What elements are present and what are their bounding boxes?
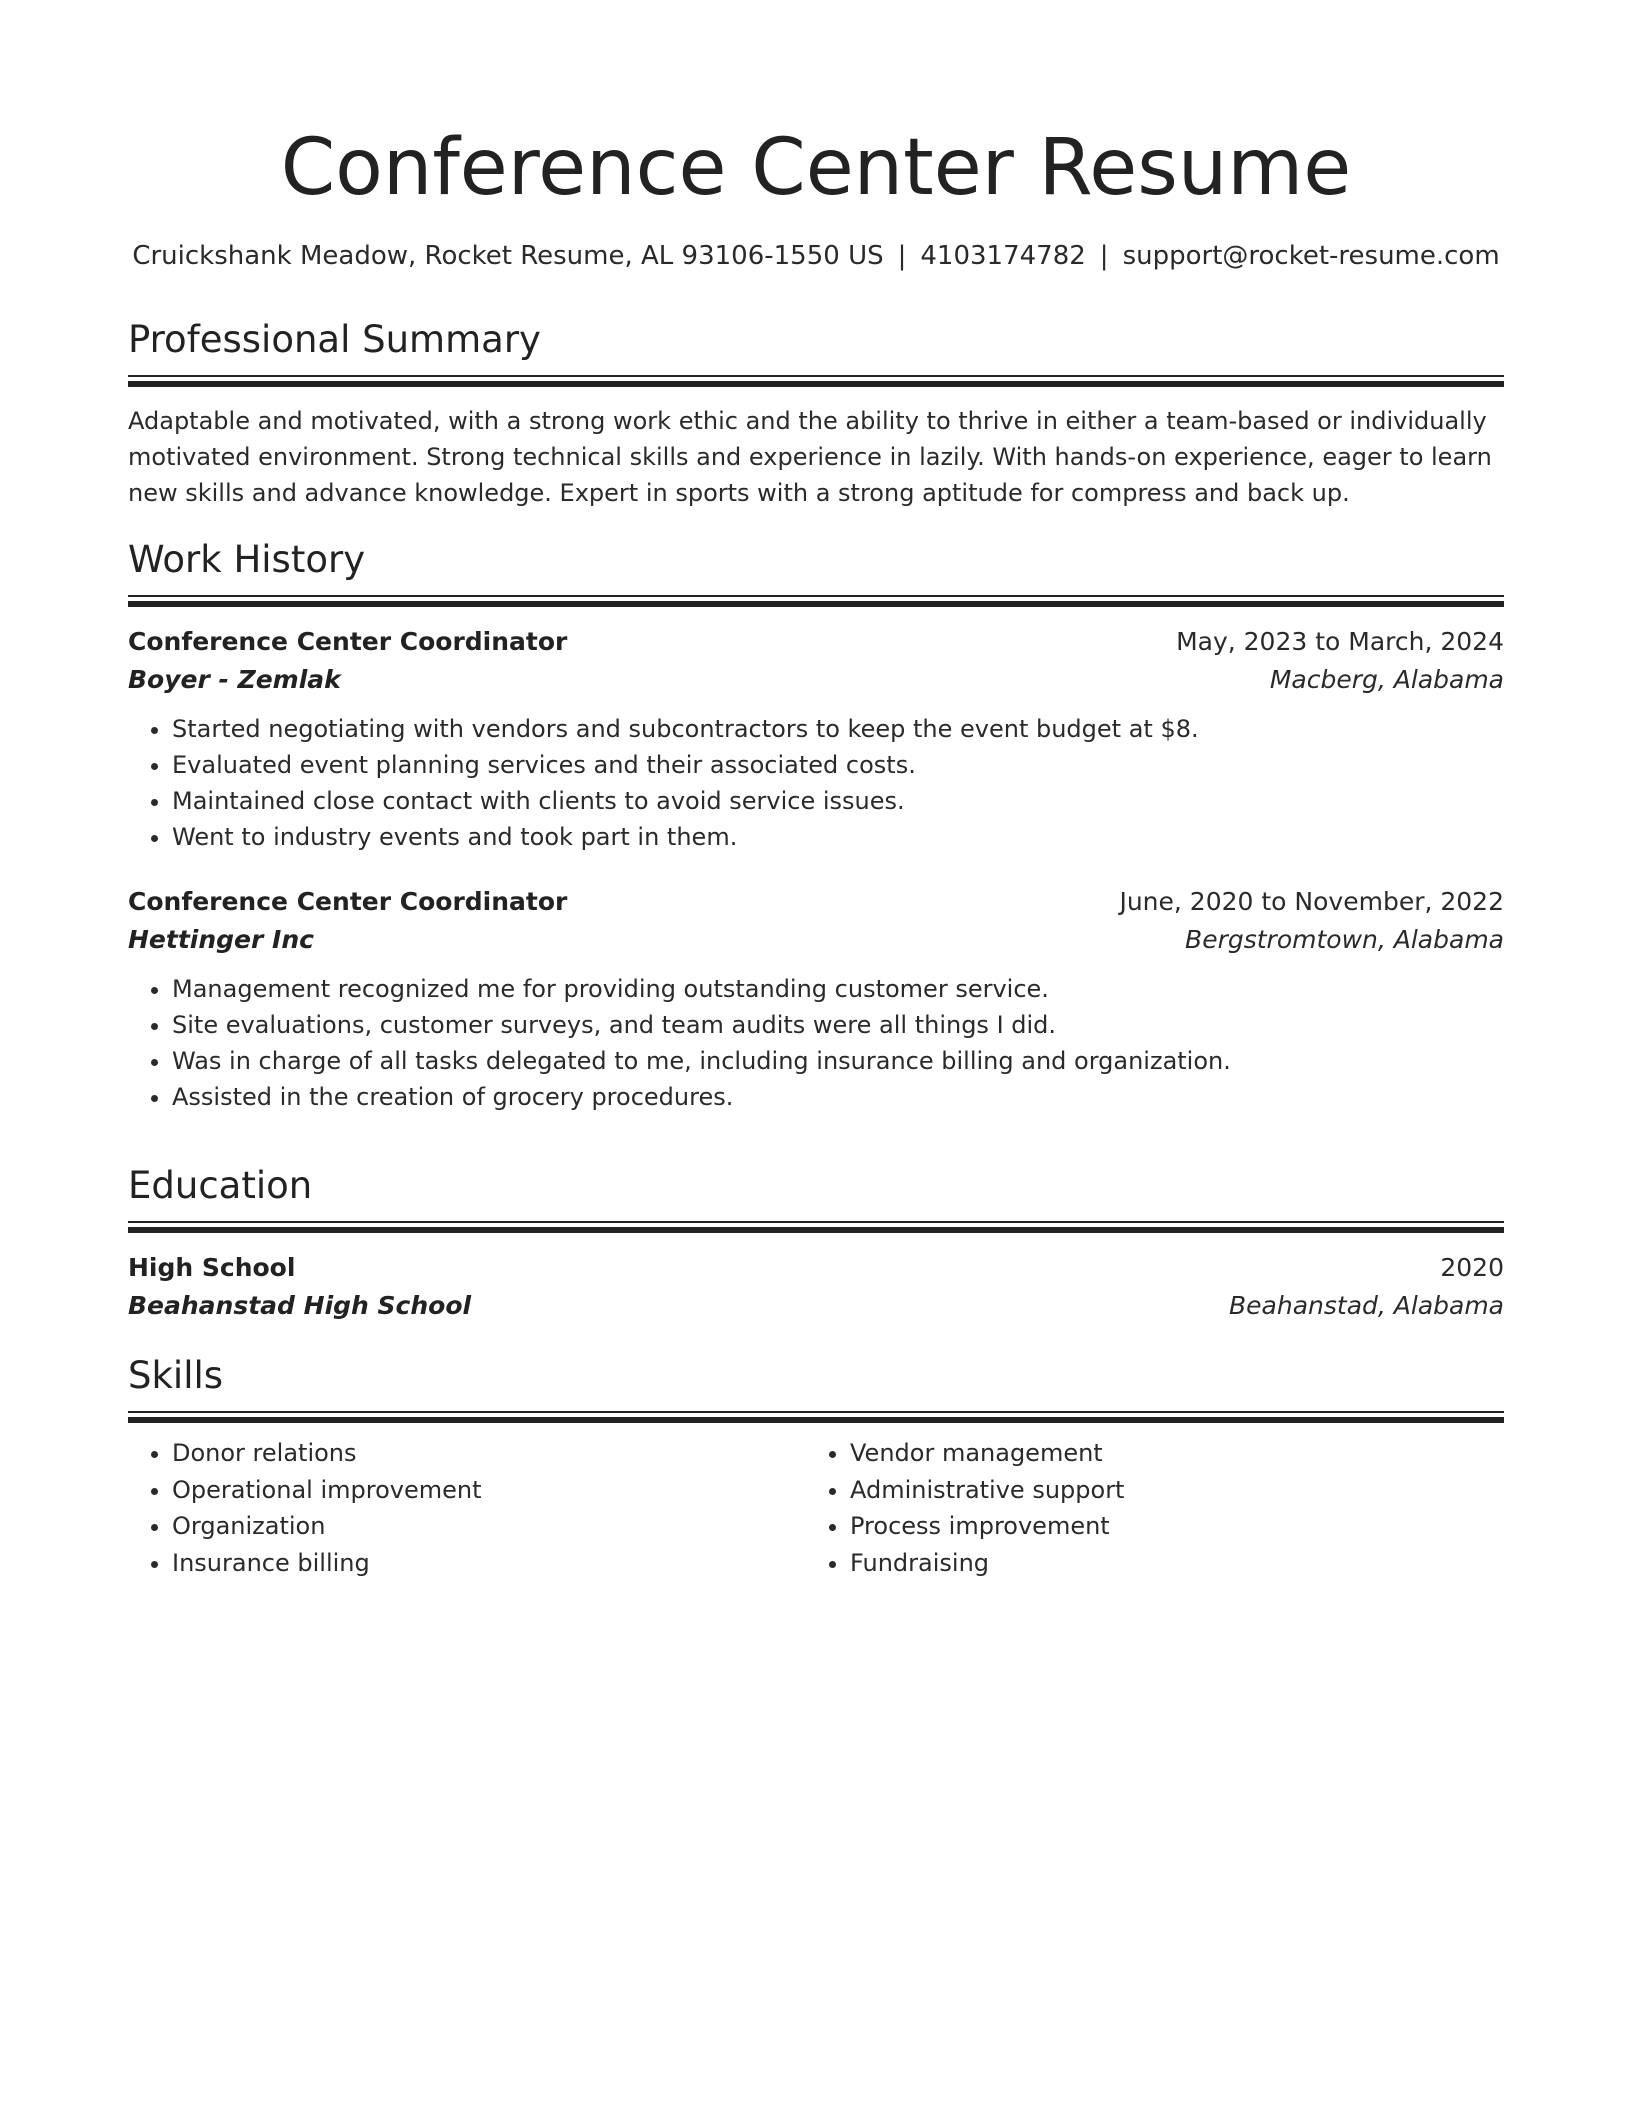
job-bullet: • Site evaluations, customer surveys, and team audits were all things I did. bbox=[172, 1007, 1504, 1043]
section-title-skills: Skills bbox=[128, 1354, 224, 1397]
contact-line bbox=[128, 238, 1504, 274]
job-bullet: • Started negotiating with vendors and subcontractors to keep the event budget at $8. bbox=[172, 711, 1504, 747]
section-divider bbox=[128, 1411, 1504, 1423]
job-company: Boyer - Zemlak bbox=[128, 665, 341, 694]
contact-separator: | bbox=[897, 241, 907, 271]
job-bullet: • Management recognized me for providing outstanding customer service. bbox=[172, 971, 1504, 1007]
job-bullets bbox=[128, 711, 1504, 855]
section-divider bbox=[128, 1221, 1504, 1233]
skills-column-left bbox=[128, 1435, 806, 1581]
education-school: Beahanstad High School bbox=[128, 1291, 472, 1320]
skill-item: • Donor relations bbox=[172, 1435, 806, 1472]
skills-column-right bbox=[806, 1435, 1484, 1581]
job-bullet: • Went to industry events and took part in them. bbox=[172, 819, 1504, 855]
section-divider bbox=[128, 595, 1504, 607]
skills-list bbox=[806, 1435, 1484, 1581]
job-location: Bergstromtown, Alabama bbox=[1185, 925, 1504, 954]
job-title: Conference Center Coordinator bbox=[128, 887, 568, 916]
section-title-education: Education bbox=[128, 1164, 313, 1207]
education-header bbox=[128, 1249, 1504, 1287]
contact-email: support@rocket-resume.com bbox=[1122, 241, 1500, 271]
skill-item: • Organization bbox=[172, 1508, 806, 1545]
skill-item: • Vendor management bbox=[850, 1435, 1484, 1472]
summary-section bbox=[128, 316, 1504, 511]
education-section bbox=[128, 1162, 1504, 1325]
job-entry bbox=[128, 883, 1504, 1115]
section-title-summary: Professional Summary bbox=[128, 318, 541, 361]
job-subheader bbox=[128, 921, 1504, 959]
job-dates: June, 2020 to November, 2022 bbox=[1119, 887, 1504, 916]
skill-item: • Operational improvement bbox=[172, 1472, 806, 1509]
job-bullet: • Evaluated event planning services and their associated costs. bbox=[172, 747, 1504, 783]
job-company: Hettinger Inc bbox=[128, 925, 314, 954]
job-dates: May, 2023 to March, 2024 bbox=[1176, 627, 1504, 656]
contact-address: Cruickshank Meadow, Rocket Resume, AL 93106-1550 US bbox=[132, 241, 884, 271]
skill-item: • Administrative support bbox=[850, 1472, 1484, 1509]
section-divider bbox=[128, 375, 1504, 387]
section-title-work-history: Work History bbox=[128, 538, 366, 581]
contact-phone: 4103174782 bbox=[920, 241, 1086, 271]
job-entry bbox=[128, 623, 1504, 855]
skill-item: • Process improvement bbox=[850, 1508, 1484, 1545]
skill-item: • Fundraising bbox=[850, 1545, 1484, 1582]
skills-list bbox=[128, 1435, 806, 1581]
contact-separator: | bbox=[1099, 241, 1109, 271]
job-bullet: • Maintained close contact with clients to avoid service issues. bbox=[172, 783, 1504, 819]
job-bullet: • Assisted in the creation of grocery procedures. bbox=[172, 1079, 1504, 1115]
job-header bbox=[128, 883, 1504, 921]
skills-grid bbox=[128, 1435, 1504, 1581]
job-header bbox=[128, 623, 1504, 661]
resume-name: Conference Center Resume bbox=[280, 123, 1352, 213]
summary-text: Adaptable and motivated, with a strong work ethic and the ability to thrive in either a team-based or individually motivated environment. Strong technical skills and experience in lazily. With hands-on experience, eager to learn new skills and advance knowledge. Expert in sports with a strong aptitude for compress and back up. bbox=[128, 407, 1492, 507]
education-location: Beahanstad, Alabama bbox=[1229, 1291, 1504, 1320]
job-location: Macberg, Alabama bbox=[1269, 665, 1504, 694]
job-bullet: • Was in charge of all tasks delegated to me, including insurance billing and organization. bbox=[172, 1043, 1504, 1079]
work-history-section bbox=[128, 536, 1504, 1115]
education-degree: High School bbox=[128, 1253, 296, 1282]
education-year: 2020 bbox=[1440, 1253, 1504, 1282]
skills-section bbox=[128, 1352, 1504, 1581]
education-entry bbox=[128, 1249, 1504, 1325]
job-title: Conference Center Coordinator bbox=[128, 627, 568, 656]
job-subheader bbox=[128, 661, 1504, 699]
job-bullets bbox=[128, 971, 1504, 1115]
skill-item: • Insurance billing bbox=[172, 1545, 806, 1582]
education-subheader bbox=[128, 1287, 1504, 1325]
